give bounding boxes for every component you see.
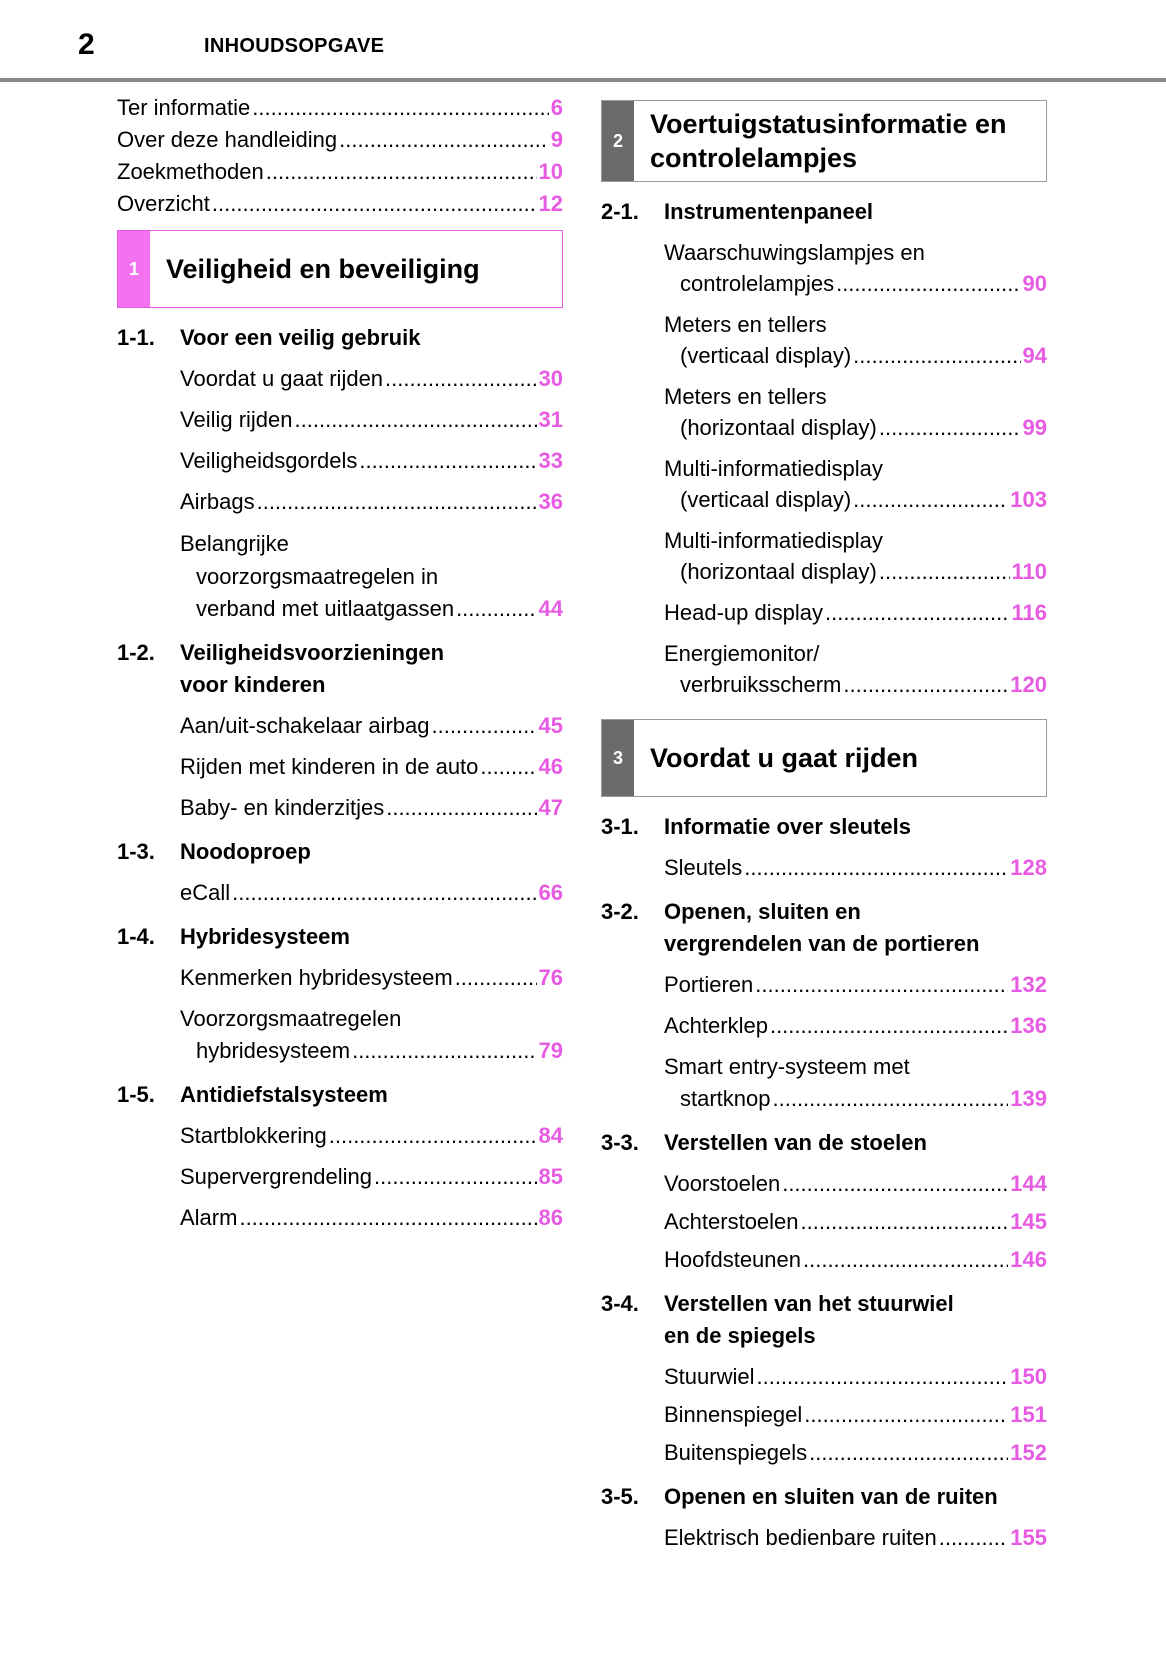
page-link[interactable]: 33 <box>538 448 563 473</box>
toc-label: Meters en tellers <box>664 384 827 409</box>
toc-label: eCall <box>180 880 231 905</box>
toc-entry-ter-informatie[interactable] <box>117 92 563 124</box>
page-link[interactable]: 66 <box>538 880 563 905</box>
dot-leader <box>431 710 536 742</box>
section-title: Voor een veilig gebruik <box>180 325 421 350</box>
toc-entry[interactable] <box>664 1168 1047 1200</box>
toc-label: Veiligheidsgordels <box>180 448 358 473</box>
page-link[interactable]: 99 <box>1022 415 1047 440</box>
page-link[interactable]: 145 <box>1010 1209 1047 1234</box>
dot-leader <box>804 1399 1008 1431</box>
section-title: Instrumentenpaneel <box>664 199 874 224</box>
toc-entry[interactable] <box>180 1120 563 1152</box>
section-title: en de spiegels <box>664 1323 816 1348</box>
toc-label: Supervergrendeling <box>180 1164 373 1189</box>
page-link[interactable]: 84 <box>538 1123 563 1148</box>
page-link[interactable]: 150 <box>1010 1364 1047 1389</box>
dot-leader <box>853 484 1008 516</box>
toc-entry[interactable] <box>664 381 1047 444</box>
dot-leader <box>782 1168 1008 1200</box>
toc-label: Alarm <box>180 1205 238 1230</box>
page-header <box>0 0 1166 82</box>
dot-leader <box>374 1161 536 1193</box>
page-link[interactable]: 36 <box>538 489 563 514</box>
section-number: 1-5. <box>117 1082 155 1107</box>
page-link[interactable]: 86 <box>538 1205 563 1230</box>
toc-label: Energiemonitor/ <box>664 641 820 666</box>
page-link[interactable]: 110 <box>1011 559 1047 584</box>
toc-entry-zoekmethoden[interactable] <box>117 156 563 188</box>
toc-label: verbruiksscherm <box>680 672 842 697</box>
page-link[interactable]: 31 <box>538 407 563 432</box>
toc-label: Baby- en kinderzitjes <box>180 795 385 820</box>
page-link[interactable]: 46 <box>538 754 563 779</box>
dot-leader <box>232 877 536 909</box>
page-link[interactable]: 144 <box>1010 1171 1047 1196</box>
toc-label: controlelampjes <box>680 271 835 296</box>
toc-label: startknop <box>680 1086 771 1111</box>
toc-label: Voorzorgsmaatregelen <box>180 1006 402 1031</box>
toc-label: Stuurwiel <box>664 1364 755 1389</box>
dot-leader <box>853 340 1020 372</box>
page-link[interactable]: 6 <box>550 95 563 120</box>
toc-entry[interactable] <box>180 445 563 477</box>
page-link[interactable]: 120 <box>1010 672 1047 697</box>
dot-leader <box>329 1120 537 1152</box>
chapter-3-title: Voordat u gaat rijden <box>650 743 919 773</box>
toc-label: (verticaal display) <box>680 343 852 368</box>
header-divider <box>0 78 1166 82</box>
toc-entry[interactable] <box>664 309 1047 372</box>
dot-leader <box>456 593 536 625</box>
toc-entry[interactable] <box>664 1437 1047 1469</box>
chapter-3-tab: 3 <box>602 720 634 796</box>
section-title: vergrendelen van de portieren <box>664 931 980 956</box>
dot-leader <box>939 1522 1009 1554</box>
section-1-2[interactable] <box>117 637 563 701</box>
dot-leader <box>809 1437 1008 1469</box>
dot-leader <box>801 1206 1009 1238</box>
page-link[interactable]: 146 <box>1010 1247 1047 1272</box>
section-number: 1-3. <box>117 839 155 864</box>
toc-entry[interactable] <box>180 1003 563 1067</box>
chapter-1-title: Veiligheid en beveiliging <box>166 254 480 284</box>
page-link[interactable]: 44 <box>538 596 563 621</box>
toc-entry-over-deze-handleiding[interactable] <box>117 124 563 156</box>
dot-leader <box>257 486 537 518</box>
page-link[interactable]: 12 <box>538 191 563 216</box>
toc-entry[interactable] <box>180 527 563 625</box>
section-title: Informatie over sleutels <box>664 814 911 839</box>
section-number: 1-4. <box>117 924 155 949</box>
toc-label: Buitenspiegels <box>664 1440 808 1465</box>
toc-label: Overzicht <box>117 191 210 216</box>
toc-entry[interactable] <box>180 751 563 783</box>
section-1-1[interactable] <box>117 322 563 354</box>
dot-leader <box>386 792 536 824</box>
dot-leader <box>755 969 1008 1001</box>
chapter-1-heading[interactable] <box>117 230 563 308</box>
toc-label: (verticaal display) <box>680 487 852 512</box>
page-link[interactable]: 47 <box>538 795 563 820</box>
toc-label: Belangrijke <box>180 531 289 556</box>
toc-label: Aan/uit-schakelaar airbag <box>180 713 430 738</box>
dot-leader <box>252 92 548 124</box>
toc-label: Startblokkering <box>180 1123 327 1148</box>
chapter-1-tab: 1 <box>118 231 150 307</box>
section-title: Antidiefstalsysteem <box>180 1082 388 1107</box>
page-link[interactable]: 132 <box>1010 972 1047 997</box>
toc-entry[interactable] <box>664 1244 1047 1276</box>
dot-leader <box>385 363 536 395</box>
section-number: 3-2. <box>601 899 639 924</box>
section-number: 3-3. <box>601 1130 639 1155</box>
section-number: 1-2. <box>117 640 155 665</box>
toc-label: Hoofdsteunen <box>664 1247 801 1272</box>
toc-label: voorzorgsmaatregelen in <box>196 564 439 589</box>
chapter-2-title-line: Voertuigstatusinformatie en <box>650 109 1007 139</box>
section-title: Noodoproep <box>180 839 311 864</box>
toc-label: Zoekmethoden <box>117 159 264 184</box>
toc-label: Kenmerken hybridesysteem <box>180 965 453 990</box>
toc-label: Waarschuwingslampjes en <box>664 240 925 265</box>
dot-leader <box>480 751 536 783</box>
toc-label: Binnenspiegel <box>664 1402 803 1427</box>
toc-label: Over deze handleiding <box>117 127 338 152</box>
dot-leader <box>339 124 549 156</box>
dot-leader <box>295 404 537 436</box>
dot-leader <box>770 1010 1008 1042</box>
toc-label: hybridesysteem <box>196 1038 351 1063</box>
dot-leader <box>455 962 537 994</box>
toc-entry[interactable] <box>180 404 563 436</box>
section-title: Openen, sluiten en <box>664 899 861 924</box>
toc-entry[interactable] <box>180 792 563 824</box>
page-link[interactable]: 76 <box>538 965 563 990</box>
page-link[interactable]: 103 <box>1010 487 1047 512</box>
dot-leader <box>756 1361 1008 1393</box>
section-title: Verstellen van de stoelen <box>664 1130 927 1155</box>
toc-entry[interactable] <box>664 969 1047 1001</box>
chapter-2-tab: 2 <box>602 101 634 181</box>
dot-leader <box>744 852 1008 884</box>
dot-leader <box>836 268 1020 300</box>
toc-label: Veilig rijden <box>180 407 293 432</box>
section-number: 1-1. <box>117 325 155 350</box>
dot-leader <box>825 597 1010 629</box>
toc-entry[interactable] <box>664 597 1047 629</box>
toc-entry[interactable] <box>664 852 1047 884</box>
toc-entry[interactable] <box>664 1399 1047 1431</box>
page-link[interactable]: 128 <box>1010 855 1047 880</box>
toc-label: Meters en tellers <box>664 312 827 337</box>
toc-label: Achterklep <box>664 1013 768 1038</box>
dot-leader <box>803 1244 1008 1276</box>
dot-leader <box>266 156 537 188</box>
toc-label: Sleutels <box>664 855 743 880</box>
toc-entry[interactable] <box>664 1051 1047 1115</box>
toc-label: Achterstoelen <box>664 1209 799 1234</box>
dot-leader <box>359 445 536 477</box>
toc-entry-overzicht[interactable] <box>117 188 563 220</box>
toc-entry[interactable] <box>664 1522 1047 1554</box>
toc-label: Portieren <box>664 972 754 997</box>
chapter-2-title-line: controlelampjes <box>650 143 858 173</box>
section-3-1[interactable] <box>601 811 1047 843</box>
toc-entry[interactable] <box>664 237 1047 300</box>
section-number: 3-5. <box>601 1484 639 1509</box>
section-3-4[interactable] <box>601 1288 1047 1352</box>
toc-label: Multi-informatiedisplay <box>664 528 883 553</box>
section-3-2[interactable] <box>601 896 1047 960</box>
page-link[interactable]: 151 <box>1010 1402 1047 1427</box>
page-link[interactable]: 155 <box>1010 1525 1047 1550</box>
toc-entry[interactable] <box>664 638 1047 701</box>
toc-entry[interactable] <box>180 363 563 395</box>
page-link[interactable]: 9 <box>550 127 563 152</box>
dot-leader <box>239 1202 536 1234</box>
toc-label: Voordat u gaat rijden <box>180 366 384 391</box>
page-link[interactable]: 79 <box>538 1038 563 1063</box>
toc-entry[interactable] <box>664 453 1047 516</box>
toc-entry[interactable] <box>180 710 563 742</box>
page-link[interactable]: 30 <box>538 366 563 391</box>
section-3-3[interactable] <box>601 1127 1047 1159</box>
toc-label: (horizontaal display) <box>680 415 877 440</box>
dot-leader <box>773 1083 1009 1115</box>
section-1-3[interactable] <box>117 836 563 868</box>
section-number: 3-4. <box>601 1291 639 1316</box>
page-link[interactable]: 116 <box>1011 600 1047 625</box>
section-number: 3-1. <box>601 814 639 839</box>
toc-label: Rijden met kinderen in de auto <box>180 754 479 779</box>
right-column <box>601 100 1047 1554</box>
section-1-5[interactable] <box>117 1079 563 1111</box>
toc-entry[interactable] <box>664 1010 1047 1042</box>
toc-entry[interactable] <box>180 962 563 994</box>
page-link[interactable]: 10 <box>538 159 563 184</box>
header-title: INHOUDSOPGAVE <box>204 35 385 57</box>
page-link[interactable]: 94 <box>1022 343 1047 368</box>
toc-label: Multi-informatiedisplay <box>664 456 883 481</box>
chapter-3-heading[interactable] <box>601 719 1047 797</box>
dot-leader <box>879 556 1010 588</box>
section-3-5[interactable] <box>601 1481 1047 1513</box>
dot-leader <box>352 1035 536 1067</box>
page-link[interactable]: 90 <box>1022 271 1047 296</box>
section-2-1[interactable] <box>601 196 1047 228</box>
toc-entry[interactable] <box>180 877 563 909</box>
toc-entry[interactable] <box>664 1361 1047 1393</box>
toc-label: Airbags <box>180 489 255 514</box>
toc-entry[interactable] <box>664 525 1047 588</box>
toc-label: Smart entry-systeem met <box>664 1054 910 1079</box>
section-number: 2-1. <box>601 199 639 224</box>
toc-entry[interactable] <box>664 1206 1047 1238</box>
toc-label: Voorstoelen <box>664 1171 781 1196</box>
section-title: voor kinderen <box>180 672 326 697</box>
page-link[interactable]: 152 <box>1010 1440 1047 1465</box>
section-title: Veiligheidsvoorzieningen <box>180 640 445 665</box>
toc-label: Elektrisch bedienbare ruiten <box>664 1525 937 1550</box>
toc-entry[interactable] <box>180 1161 563 1193</box>
page-number: 2 <box>78 28 95 61</box>
left-column <box>117 92 563 1234</box>
dot-leader <box>879 412 1021 444</box>
section-title: Hybridesysteem <box>180 924 350 949</box>
toc-entry[interactable] <box>180 486 563 518</box>
page-link[interactable]: 139 <box>1010 1086 1047 1111</box>
section-title: Verstellen van het stuurwiel <box>664 1291 954 1316</box>
toc-label: Head-up display <box>664 600 823 625</box>
chapter-2-heading[interactable] <box>601 100 1047 182</box>
dot-leader <box>843 669 1008 701</box>
toc-label: verband met uitlaatgassen <box>196 596 455 621</box>
section-title: Openen en sluiten van de ruiten <box>664 1484 998 1509</box>
toc-entry[interactable] <box>180 1202 563 1234</box>
dot-leader <box>212 188 537 220</box>
toc-label: Ter informatie <box>117 95 251 120</box>
page-link[interactable]: 45 <box>538 713 563 738</box>
page-link[interactable]: 85 <box>538 1164 563 1189</box>
chapter-2-title <box>650 107 1007 175</box>
page-link[interactable]: 136 <box>1010 1013 1047 1038</box>
section-1-4[interactable] <box>117 921 563 953</box>
toc-label: (horizontaal display) <box>680 559 877 584</box>
